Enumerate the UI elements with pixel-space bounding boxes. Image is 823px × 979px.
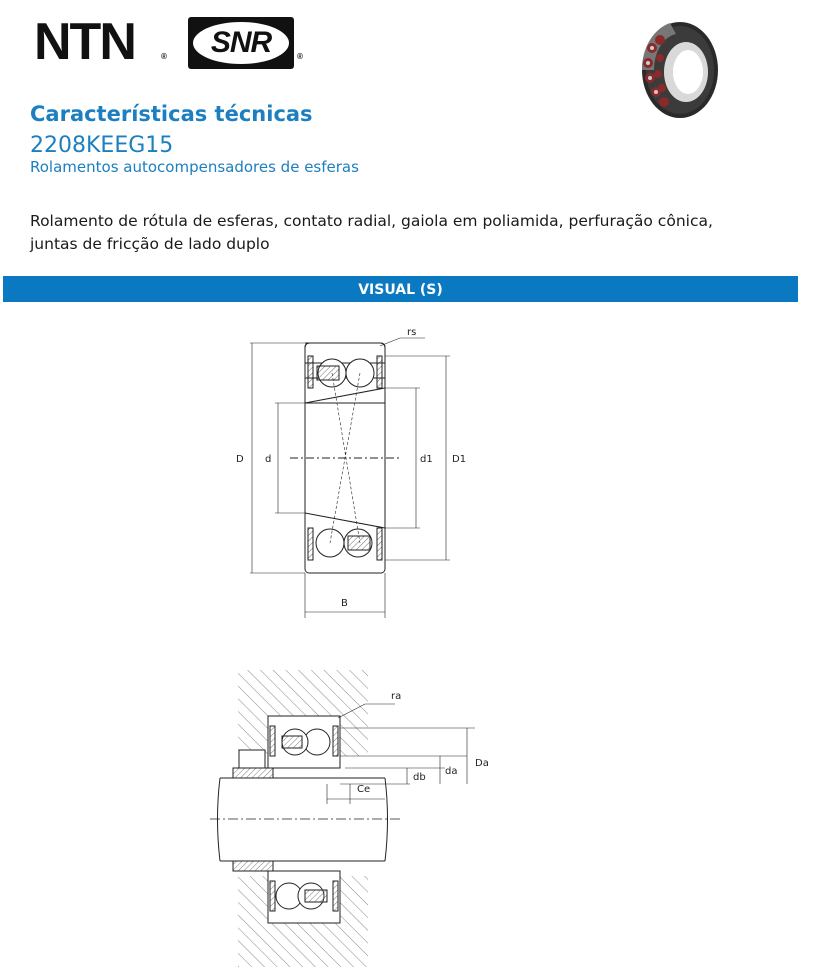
product-category: Rolamentos autocompensadores de esferas <box>30 158 359 176</box>
product-description: Rolamento de rótula de esferas, contato radial, gaiola em poliamida, perfuração cônica, juntas de fricção de lado duplo <box>30 212 713 253</box>
dim-label-D1: D1 <box>452 454 467 465</box>
mounting-dimension-drawing <box>205 666 505 971</box>
snr-registered-mark: ® <box>297 52 303 61</box>
dim-label-ra: ra <box>391 691 402 702</box>
section-header-label: VISUAL (S) <box>358 282 443 298</box>
dim-label-Da: Da <box>475 758 489 769</box>
dim-label-da: da <box>445 766 458 777</box>
ntn-logo: NTN <box>34 13 135 71</box>
dim-label-B: B <box>341 598 348 609</box>
snr-logo-text: SNR <box>210 26 272 59</box>
bearing-product-image <box>630 18 725 122</box>
dim-label-rs: rs <box>407 327 417 338</box>
dim-label-Ce: Ce <box>357 784 371 795</box>
dim-label-d1: d1 <box>420 454 433 465</box>
dim-label-db: db <box>413 772 426 783</box>
ntn-registered-mark: ® <box>161 52 167 61</box>
part-number: 2208KEEG15 <box>30 133 174 158</box>
bearing-dimension-drawing <box>220 318 500 628</box>
dim-label-d: d <box>265 454 272 465</box>
page-title: Características técnicas <box>30 102 313 126</box>
dim-label-D: D <box>236 454 244 465</box>
